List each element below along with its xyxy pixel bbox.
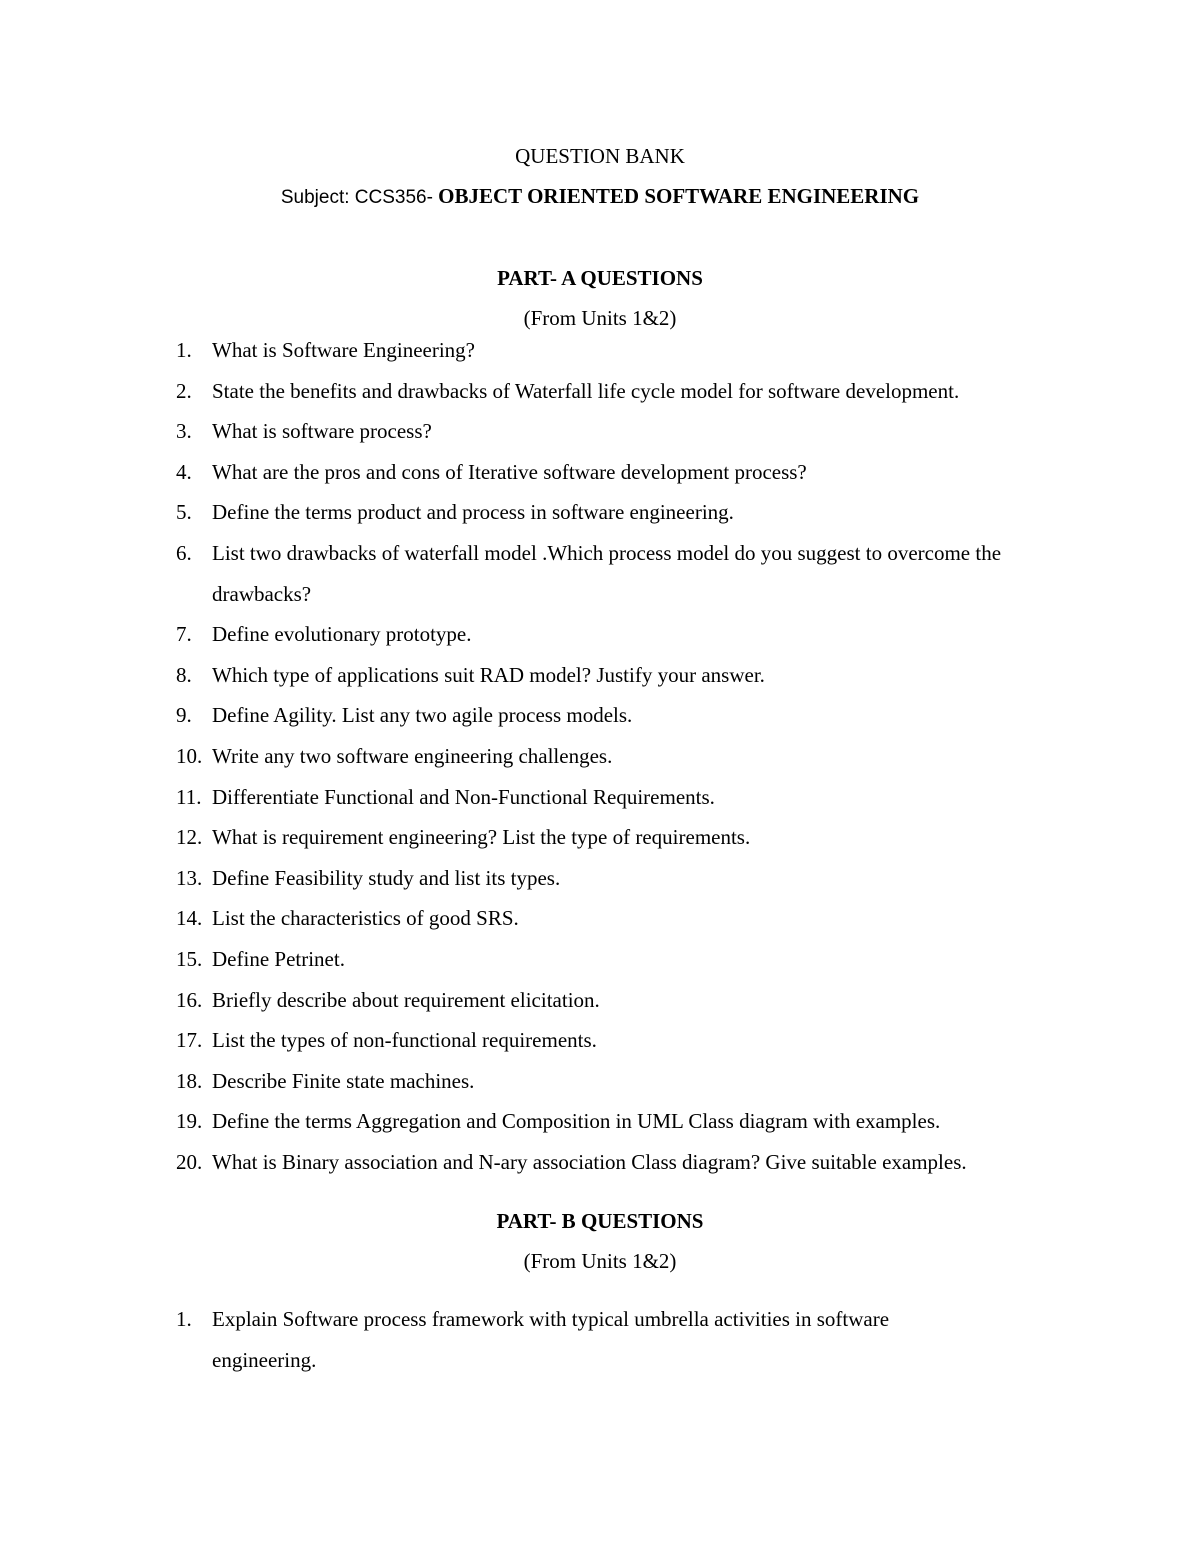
question-number: 18. [176,1068,203,1093]
question-text: Define evolutionary prototype. [212,622,472,647]
question-item [0,371,1092,412]
question-text: List the types of non-functional requirements. [212,1028,597,1053]
subject-name: OBJECT ORIENTED SOFTWARE ENGINEERING [438,184,920,208]
question-number: 3. [176,419,192,444]
question-item [0,1020,1092,1061]
question-number: 15. [176,946,203,971]
question-item [0,817,1092,858]
subject-line [0,182,1200,212]
question-item [0,655,1092,696]
question-item [0,452,1092,493]
part-a-heading: PART- A QUESTIONS [497,266,703,290]
question-text: Define Agility. List any two agile process models. [212,703,633,728]
question-text: Define the terms product and process in software engineering. [212,500,734,525]
question-item [0,898,1092,939]
question-item [0,858,1092,899]
question-item [0,411,1092,452]
question-number: 6. [176,540,192,565]
subject-code: Subject: CCS356- [280,187,433,208]
question-number: 14. [176,906,203,931]
question-text: Differentiate Functional and Non-Functional Requirements. [212,784,715,809]
question-text: Write any two software engineering challenges. [212,743,613,768]
part-b-question-list [0,1299,1200,1380]
question-text: What is Software Engineering? [212,338,475,362]
question-number: 1. [176,1307,192,1331]
question-number: 7. [176,622,192,647]
question-item [0,1061,1092,1102]
part-b-heading: PART- B QUESTIONS [496,1209,704,1233]
question-text: List the characteristics of good SRS. [212,906,519,931]
question-number: 9. [176,703,192,728]
question-number: 20. [176,1149,203,1174]
question-item [0,777,1092,818]
question-item [0,980,1092,1021]
question-text: Define Feasibility study and list its types. [212,865,561,890]
part-a-question-list [0,330,1200,1182]
question-text: Explain Software process framework with typical umbrella activities in software engineering. [212,1307,890,1372]
question-item [0,533,1002,614]
question-item [0,736,1092,777]
question-text: Describe Finite state machines. [212,1068,475,1093]
question-number: 10. [176,743,203,768]
question-number: 8. [176,662,192,687]
document-title: QUESTION BANK [515,144,685,168]
question-text: What are the pros and cons of Iterative software development process? [212,459,807,484]
question-text: State the benefits and drawbacks of Waterfall life cycle model for software development. [212,378,960,403]
part-a-units: (From Units 1&2) [523,306,677,330]
question-text: Which type of applications suit RAD model? Justify your answer. [212,662,765,687]
question-text: What is software process? [212,419,432,444]
question-item [0,1101,1092,1142]
question-text: What is requirement engineering? List the type of requirements. [212,825,751,850]
question-number: 4. [176,459,192,484]
question-item [0,939,1092,980]
question-number: 12. [176,825,203,850]
question-item [0,1142,1092,1183]
question-item [0,330,1092,371]
question-text: Briefly describe about requirement elicitation. [212,987,600,1012]
question-number: 19. [176,1109,203,1134]
question-text: Define Petrinet. [212,946,345,971]
question-number: 1. [176,338,192,362]
question-item [0,614,1092,655]
part-b-units: (From Units 1&2) [523,1249,677,1273]
question-item [0,492,1092,533]
question-text: List two drawbacks of waterfall model .Which process model do you suggest to overcome the drawbacks? [212,540,1002,606]
question-item [0,695,1092,736]
question-number: 16. [176,987,203,1012]
question-number: 17. [176,1028,203,1053]
question-number: 2. [176,378,192,403]
question-number: 5. [176,500,192,525]
question-item [0,1299,992,1380]
question-number: 13. [176,865,203,890]
question-text: Define the terms Aggregation and Composition in UML Class diagram with examples. [212,1109,941,1134]
question-text: What is Binary association and N-ary association Class diagram? Give suitable examples. [212,1149,967,1174]
question-number: 11. [176,784,202,809]
